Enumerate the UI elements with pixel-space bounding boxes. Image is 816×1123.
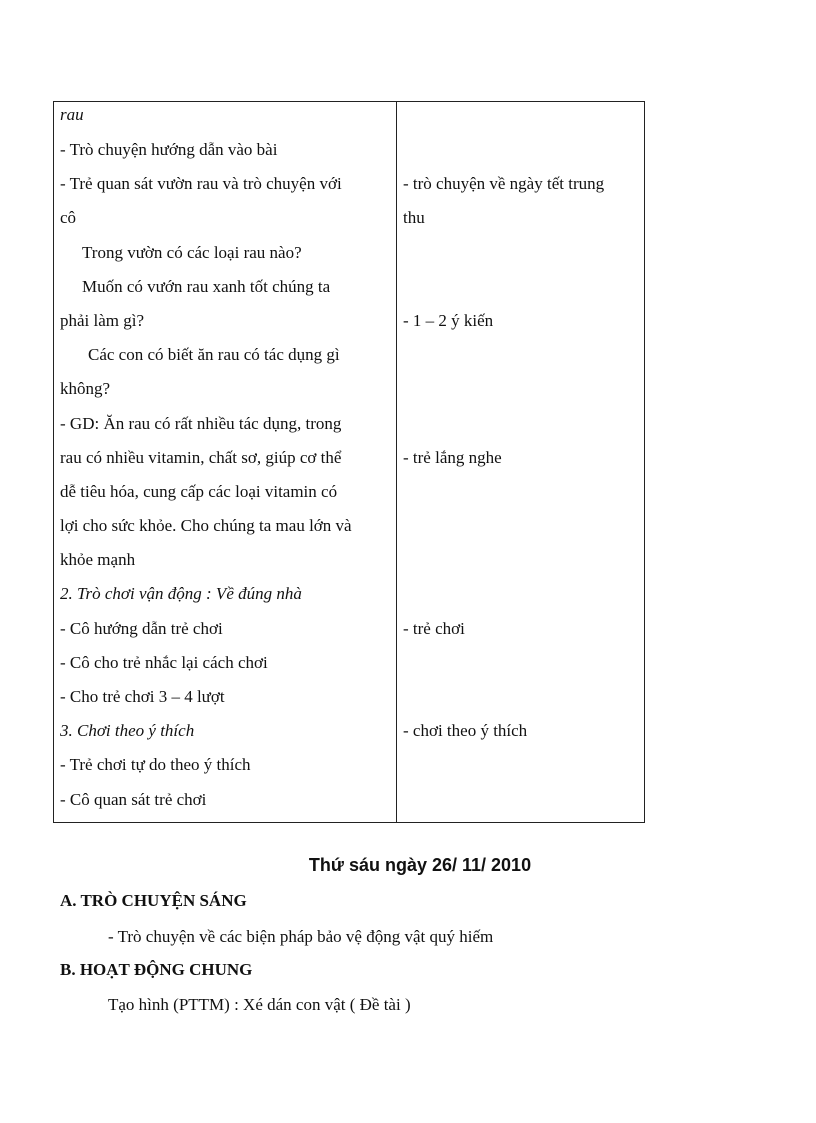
teacher-activity-line: phải làm gì? xyxy=(60,310,145,330)
children-activity-line xyxy=(397,270,644,304)
children-activity-line xyxy=(397,509,644,543)
teacher-activity-line: không? xyxy=(60,379,111,399)
teacher-activity-line: 2. Trò chơi vận động : Về đúng nhà xyxy=(60,584,302,604)
teacher-activity-line: dễ tiêu hóa, cung cấp các loại vitamin có xyxy=(60,481,338,501)
children-activity-line xyxy=(397,236,644,270)
teacher-activity-line: - Cô cho trẻ nhắc lại cách chơi xyxy=(60,652,268,672)
children-activity-line: - chơi theo ý thích xyxy=(403,721,528,741)
lesson-activity-table xyxy=(53,101,645,823)
children-activity-line: - trẻ chơi xyxy=(403,618,465,638)
children-activity-line xyxy=(397,748,644,782)
children-activity-line: thu xyxy=(403,208,425,228)
children-activity-line xyxy=(397,133,644,167)
children-activity-line xyxy=(397,646,644,680)
teacher-activity-line: - Cho trẻ chơi 3 – 4 lượt xyxy=(60,687,225,706)
teacher-activity-line: - Trò chuyện hướng dẫn vào bài xyxy=(60,140,278,159)
section-b-content: Tạo hình (PTTM) : Xé dán con vật ( Đề tài ) xyxy=(108,995,411,1014)
children-activity-line xyxy=(397,680,644,714)
children-activity-line xyxy=(397,475,644,509)
section-a-content: - Trò chuyện về các biện pháp bảo vệ động vật quý hiếm xyxy=(108,927,494,946)
children-activity-line: - trẻ lắng nghe xyxy=(403,447,502,467)
teacher-activity-line: - Trẻ quan sát vườn rau và trò chuyện với xyxy=(60,174,342,194)
teacher-activity-line: Các con có biết ăn rau có tác dụng gì xyxy=(88,345,340,365)
children-activity-line xyxy=(397,543,644,577)
table-row xyxy=(54,102,645,823)
children-activity-line xyxy=(397,102,644,133)
teacher-activity-line: - GD: Ăn rau có rất nhiều tác dụng, trong xyxy=(60,413,342,433)
teacher-activity-line: - Trẻ chơi tự do theo ý thích xyxy=(60,755,251,775)
children-activity-line xyxy=(397,407,644,441)
children-activity-line xyxy=(397,372,644,406)
teacher-activity-line: rau có nhiều vitamin, chất sơ, giúp cơ thể xyxy=(60,447,342,467)
children-activities-column xyxy=(397,102,645,823)
children-activity-line: - trò chuyện về ngày tết trung xyxy=(403,174,605,194)
day-title: Thứ sáu ngày 26/ 11/ 2010 xyxy=(308,855,532,875)
teacher-activity-line: rau xyxy=(60,105,84,124)
teacher-activity-line: Trong vườn có các loại rau nào? xyxy=(82,242,302,262)
teacher-activity-line: - Cô quan sát trẻ chơi xyxy=(60,789,207,809)
teacher-activities-column xyxy=(54,102,397,823)
teacher-activity-line: 3. Chơi theo ý thích xyxy=(60,721,195,741)
teacher-activity-line: khỏe mạnh xyxy=(60,550,136,570)
children-activity-line xyxy=(397,338,644,372)
children-activity-line xyxy=(397,577,644,611)
teacher-activity-line: Muốn có vướn rau xanh tốt chúng ta xyxy=(82,276,331,296)
children-activity-line: - 1 – 2 ý kiến xyxy=(403,310,494,330)
teacher-activity-line: - Cô hướng dẫn trẻ chơi xyxy=(60,618,223,638)
teacher-activity-line: cô xyxy=(60,208,77,228)
teacher-activity-line: lợi cho sức khỏe. Cho chúng ta mau lớn và xyxy=(60,516,352,536)
section-a-heading: A. TRÒ CHUYỆN SÁNG xyxy=(60,891,247,910)
section-b-heading: B. HOẠT ĐỘNG CHUNG xyxy=(60,960,253,979)
children-activity-line xyxy=(397,783,644,817)
